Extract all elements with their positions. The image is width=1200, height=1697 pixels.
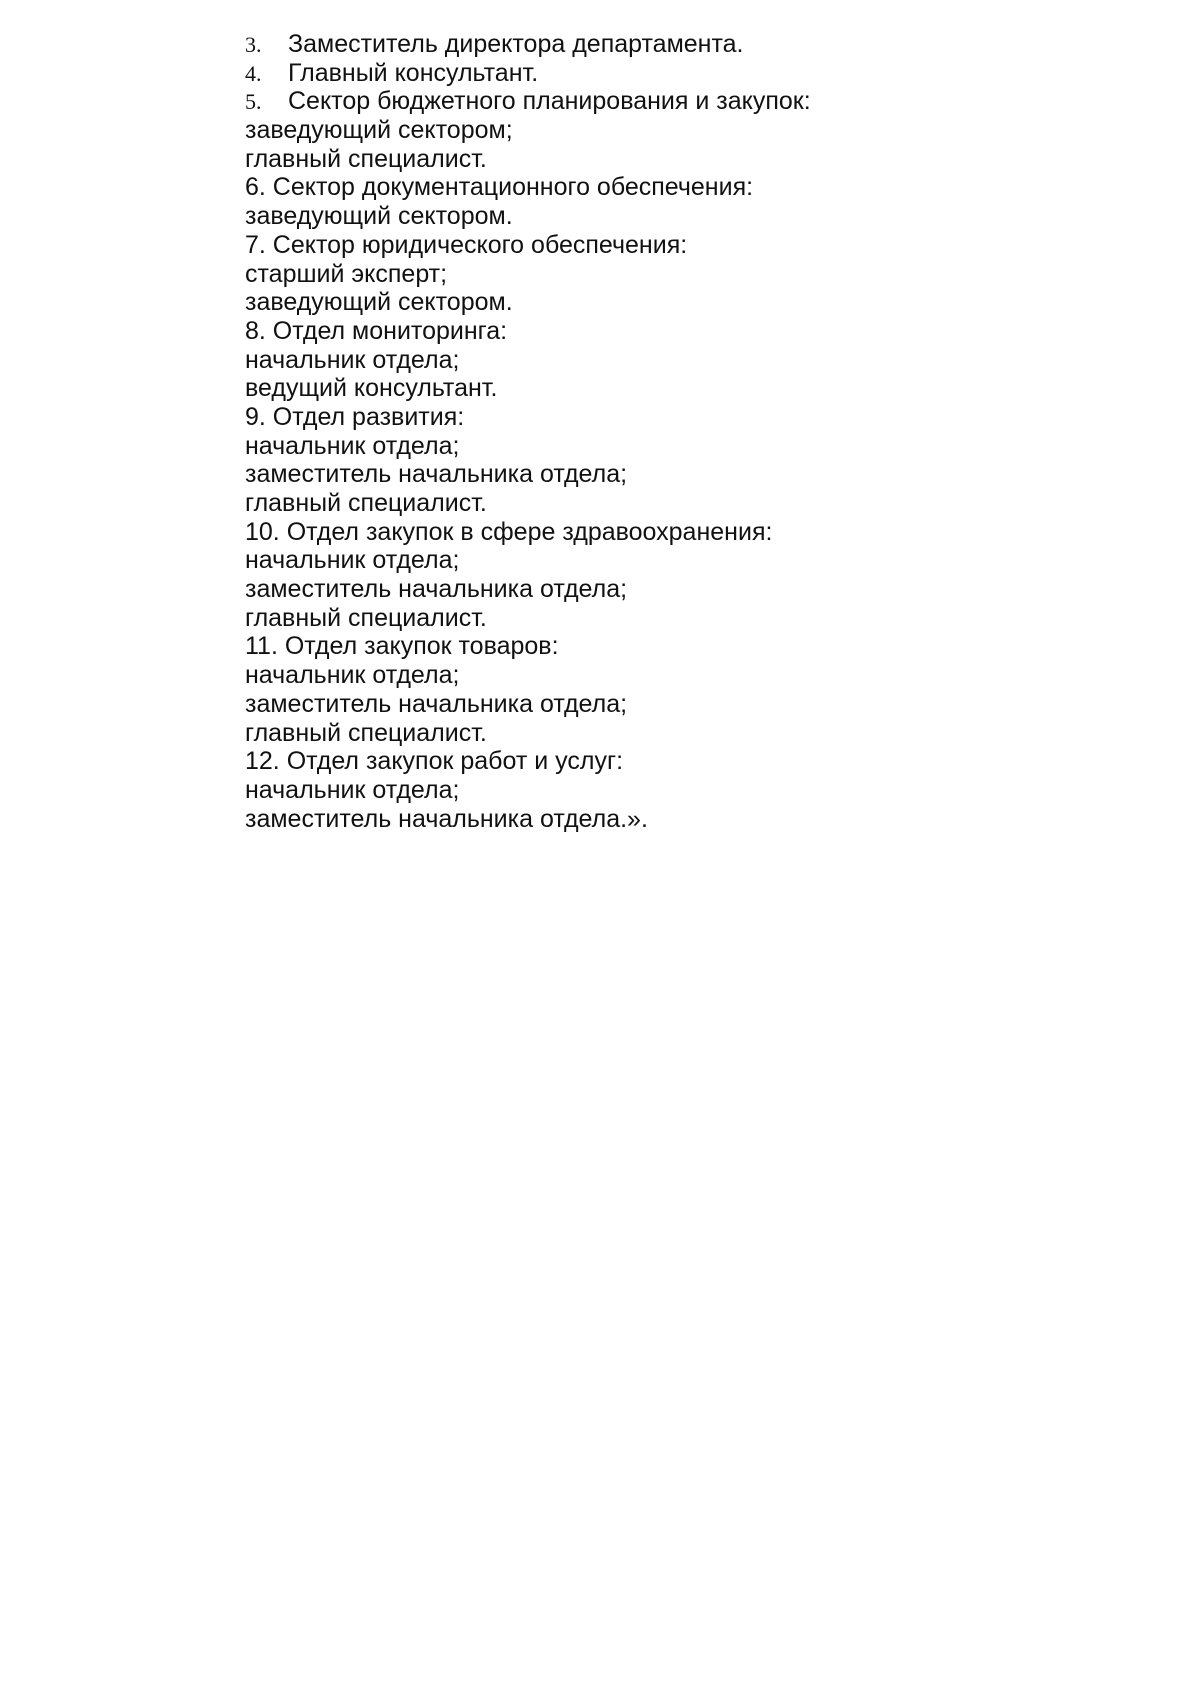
text-line: заместитель начальника отдела.».	[245, 804, 648, 833]
section-heading: 8. Отдел мониторинга:	[245, 316, 508, 345]
list-item	[245, 59, 1145, 88]
list-item-text: Сектор бюджетного планирования и закупок:	[288, 87, 811, 116]
text-line: главный специалист.	[245, 603, 487, 632]
text-line: заместитель начальника отдела;	[245, 460, 628, 489]
text-line: старший эксперт;	[245, 259, 448, 288]
text-line: начальник отдела;	[245, 431, 460, 460]
list-item-number: 3.	[245, 32, 262, 57]
document-body	[245, 30, 1145, 833]
section-heading: 6. Сектор документационного обеспечения:	[245, 173, 754, 202]
section-heading: 10. Отдел закупок в сфере здравоохранения:	[245, 517, 773, 546]
section-heading: 12. Отдел закупок работ и услуг:	[245, 747, 624, 776]
section-heading: 11. Отдел закупок товаров:	[245, 632, 559, 661]
text-line: заведующий сектором.	[245, 202, 513, 231]
text-line: начальник отдела;	[245, 345, 460, 374]
text-line: начальник отдела;	[245, 775, 460, 804]
list-item-text: Заместитель директора департамента.	[288, 30, 744, 58]
text-line: заместитель начальника отдела;	[245, 575, 628, 604]
text-line: главный специалист.	[245, 144, 487, 173]
list-item	[245, 30, 1145, 59]
text-line: главный специалист.	[245, 489, 487, 517]
text-line: заместитель начальника отдела;	[245, 689, 628, 718]
section-heading: 7. Сектор юридического обеспечения:	[245, 230, 688, 259]
text-line: заведующий сектором.	[245, 288, 513, 317]
text-line: главный специалист.	[245, 718, 487, 747]
list-item-text: Главный консультант.	[288, 58, 539, 87]
list-item	[245, 87, 1145, 116]
text-line: заведующий сектором;	[245, 116, 513, 145]
text-line: ведущий консультант.	[245, 374, 498, 403]
list-item-number: 5.	[245, 89, 262, 115]
text-line: начальник отдела;	[245, 661, 460, 690]
list-item-number: 4.	[245, 60, 262, 86]
text-line: начальник отдела;	[245, 546, 460, 575]
section-heading: 9. Отдел развития:	[245, 402, 465, 431]
